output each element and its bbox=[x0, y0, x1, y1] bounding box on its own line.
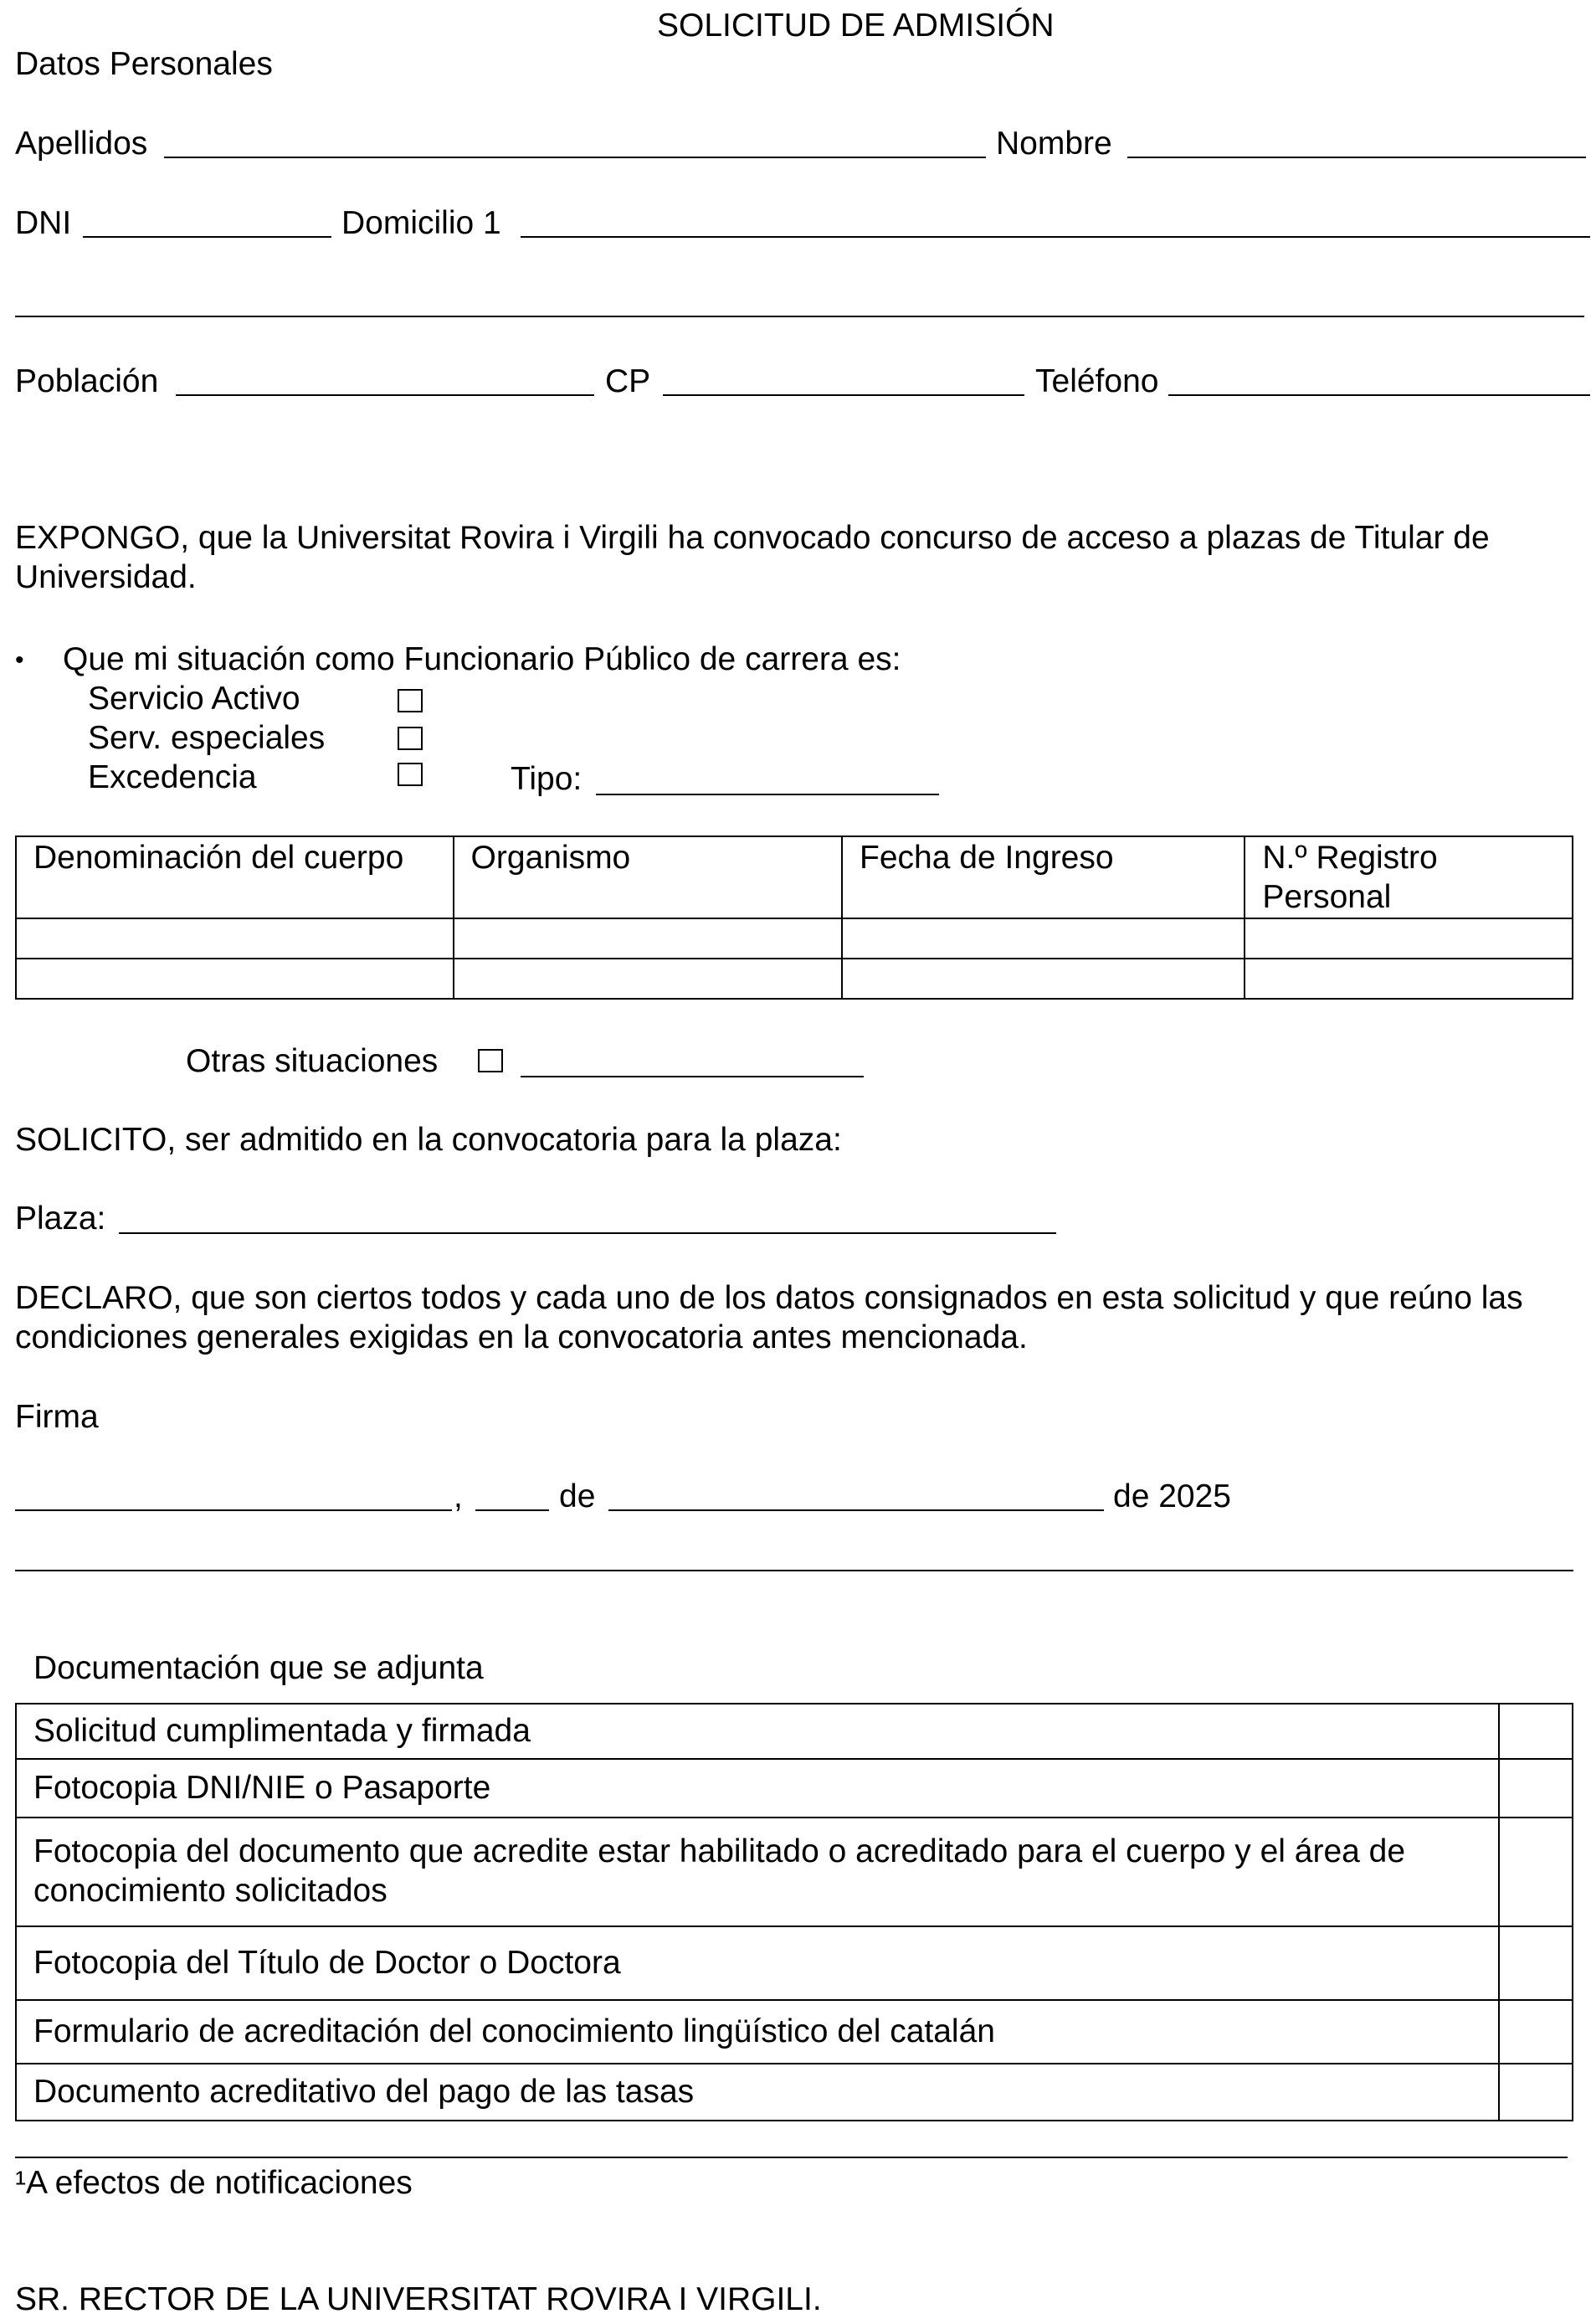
doc-item-checkbox[interactable] bbox=[1499, 1704, 1573, 1759]
table-row bbox=[16, 2064, 1573, 2121]
nombre-field[interactable] bbox=[1127, 157, 1586, 158]
cell-fecha[interactable] bbox=[842, 918, 1245, 959]
signature-line[interactable] bbox=[15, 1570, 1573, 1571]
apellidos-field[interactable] bbox=[164, 157, 986, 158]
footnote-separator bbox=[15, 2157, 1568, 2158]
label-cp: CP bbox=[605, 363, 651, 399]
domicilio-continuation-field[interactable] bbox=[15, 316, 1584, 317]
label-tipo: Tipo: bbox=[511, 761, 583, 797]
table-row bbox=[16, 1926, 1573, 2000]
firma-mes-field[interactable] bbox=[608, 1509, 1104, 1511]
dni-field[interactable] bbox=[83, 236, 331, 238]
label-poblacion: Población bbox=[15, 363, 159, 399]
header-organismo: Organismo bbox=[454, 836, 843, 918]
header-fecha-ingreso: Fecha de Ingreso bbox=[842, 836, 1245, 918]
doc-item-checkbox[interactable] bbox=[1499, 1759, 1573, 1818]
label-nombre: Nombre bbox=[996, 126, 1112, 162]
option-serv-especiales-label: Serv. especiales bbox=[88, 720, 326, 756]
doc-item-label: Fotocopia del documento que acredite estar habilitado o acreditado para el cuerpo y el área de conocimiento solicitados bbox=[16, 1818, 1499, 1926]
page-title: SOLICITUD DE ADMISIÓN bbox=[657, 8, 1055, 44]
section-personal-data: Datos Personales bbox=[15, 46, 273, 82]
cell-organismo[interactable] bbox=[454, 959, 843, 999]
footnote: ¹A efectos de notificaciones bbox=[15, 2165, 413, 2201]
otras-situaciones-checkbox[interactable] bbox=[478, 1049, 503, 1072]
label-otras-situaciones: Otras situaciones bbox=[186, 1043, 439, 1079]
doc-item-checkbox[interactable] bbox=[1499, 2064, 1573, 2121]
option-servicio-activo-label: Servicio Activo bbox=[88, 681, 300, 717]
table-row bbox=[16, 918, 1573, 959]
cell-denominacion[interactable] bbox=[16, 959, 454, 999]
cuerpo-table bbox=[15, 836, 1573, 1000]
serv-especiales-checkbox[interactable] bbox=[398, 727, 423, 750]
option-excedencia-label: Excedencia bbox=[88, 759, 257, 795]
solicito-paragraph: SOLICITO, ser admitido en la convocatoria para la plaza: bbox=[15, 1122, 842, 1158]
table-row bbox=[16, 2000, 1573, 2064]
doc-item-label: Formulario de acreditación del conocimiento lingüístico del catalán bbox=[16, 2000, 1499, 2064]
cuerpo-header-row bbox=[16, 836, 1573, 918]
documentacion-title: Documentación que se adjunta bbox=[33, 1650, 484, 1686]
doc-item-label: Fotocopia DNI/NIE o Pasaporte bbox=[16, 1759, 1499, 1818]
expongo-paragraph: EXPONGO, que la Universitat Rovira i Virgili ha convocado concurso de acceso a plazas de Titular de Universidad. bbox=[15, 520, 1490, 595]
label-domicilio: Domicilio 1 bbox=[341, 205, 501, 241]
servicio-activo-checkbox[interactable] bbox=[398, 689, 423, 712]
tipo-field[interactable] bbox=[596, 794, 939, 795]
cp-field[interactable] bbox=[663, 394, 1024, 396]
header-registro-personal: N.º Registro Personal bbox=[1245, 836, 1573, 918]
cell-fecha[interactable] bbox=[842, 959, 1245, 999]
bullet-icon: • bbox=[15, 646, 24, 674]
otras-situaciones-field[interactable] bbox=[521, 1076, 864, 1077]
doc-item-label: Documento acreditativo del pago de las tasas bbox=[16, 2064, 1499, 2121]
label-apellidos: Apellidos bbox=[15, 126, 148, 162]
excedencia-checkbox[interactable] bbox=[398, 763, 423, 786]
label-plaza: Plaza: bbox=[15, 1201, 106, 1237]
plaza-field[interactable] bbox=[119, 1232, 1056, 1234]
firma-lugar-field[interactable] bbox=[15, 1509, 452, 1511]
doc-item-checkbox[interactable] bbox=[1499, 1818, 1573, 1926]
table-row bbox=[16, 1759, 1573, 1818]
label-firma: Firma bbox=[15, 1399, 99, 1435]
documentacion-table bbox=[15, 1703, 1573, 2121]
table-row bbox=[16, 959, 1573, 999]
firma-de-label: de bbox=[559, 1478, 596, 1514]
situacion-intro: Que mi situación como Funcionario Público de carrera es: bbox=[63, 641, 901, 677]
domicilio-field[interactable] bbox=[521, 236, 1590, 238]
cell-registro[interactable] bbox=[1245, 959, 1573, 999]
doc-item-label: Fotocopia del Título de Doctor o Doctora bbox=[16, 1926, 1499, 2000]
doc-item-checkbox[interactable] bbox=[1499, 1926, 1573, 2000]
table-row bbox=[16, 1818, 1573, 1926]
label-telefono: Teléfono bbox=[1035, 363, 1159, 399]
firma-year-label: de 2025 bbox=[1113, 1478, 1231, 1514]
addressee: SR. RECTOR DE LA UNIVERSITAT ROVIRA I VIRGILI. bbox=[15, 2281, 822, 2317]
cell-registro[interactable] bbox=[1245, 918, 1573, 959]
telefono-field[interactable] bbox=[1168, 394, 1590, 396]
firma-comma: , bbox=[454, 1478, 463, 1514]
poblacion-field[interactable] bbox=[176, 394, 594, 396]
label-dni: DNI bbox=[15, 205, 72, 241]
doc-item-label: Solicitud cumplimentada y firmada bbox=[16, 1704, 1499, 1759]
doc-item-checkbox[interactable] bbox=[1499, 2000, 1573, 2064]
table-row bbox=[16, 1704, 1573, 1759]
firma-dia-field[interactable] bbox=[475, 1509, 549, 1511]
cell-denominacion[interactable] bbox=[16, 918, 454, 959]
declaro-paragraph: DECLARO, que son ciertos todos y cada uno de los datos consignados en esta solicitud y que reúno las condiciones generales exigidas en la convocatoria antes mencionada. bbox=[15, 1280, 1523, 1355]
cell-organismo[interactable] bbox=[454, 918, 843, 959]
header-denominacion: Denominación del cuerpo bbox=[16, 836, 454, 918]
